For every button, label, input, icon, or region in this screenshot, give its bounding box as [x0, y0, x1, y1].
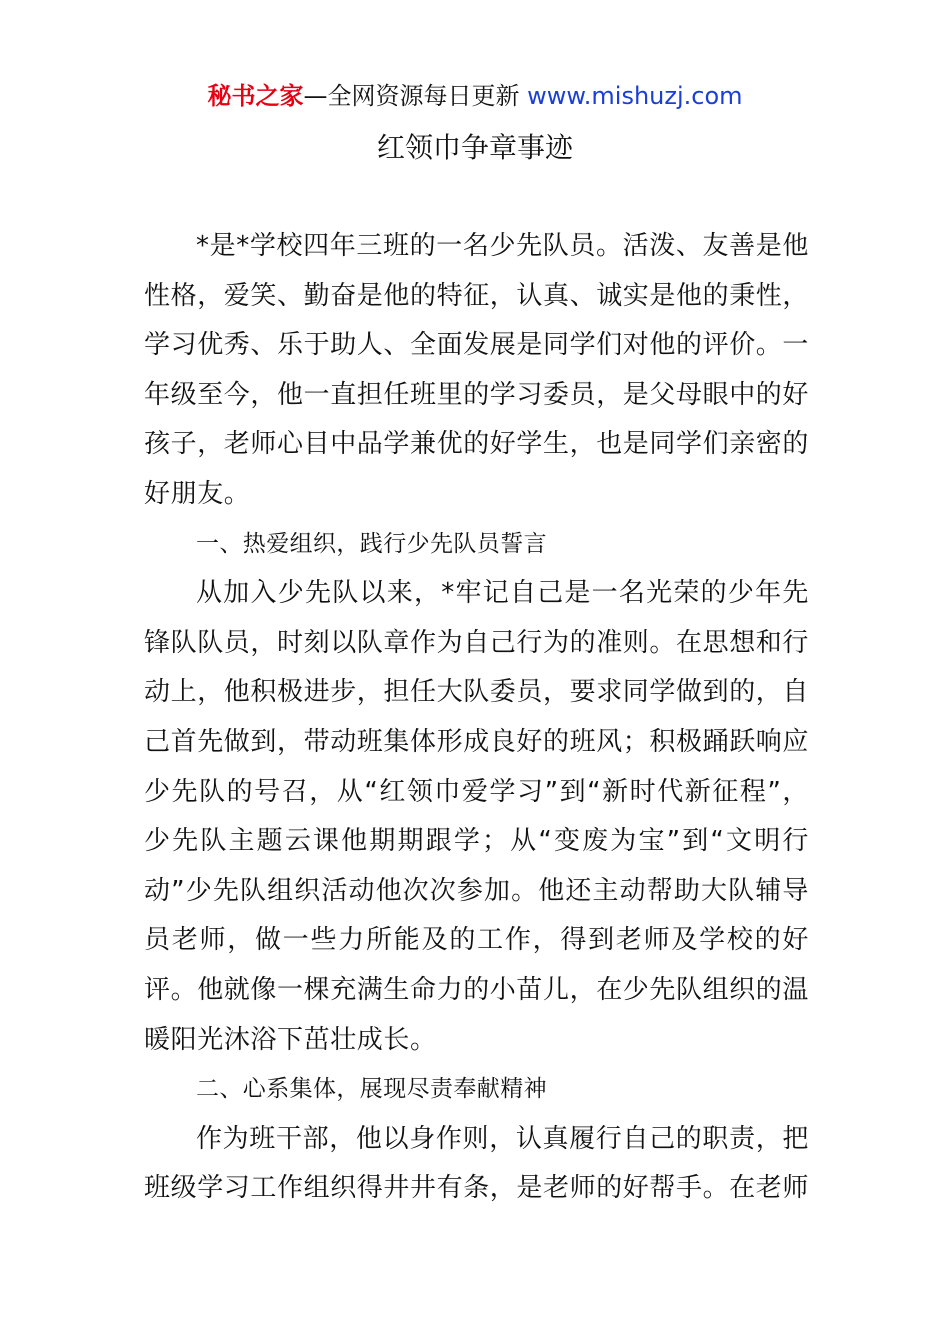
header-tagline: —全网资源每日更新	[303, 82, 520, 110]
intro-paragraph: *是*学校四年三班的一名少先队员。活泼、友善是他性格，爱笑、勤奋是他的特征，认真、诚实是他的秉性，学习优秀、乐于助人、全面发展是同学们对他的评价。一年级至今，他一直担任班里的学习委员，是父母眼中的好孩子，老师心目中品学兼优的好学生，也是同学们亲密的好朋友。	[144, 231, 810, 509]
document-body	[144, 222, 809, 1214]
site-header	[0, 80, 950, 112]
section-heading-1: 一、热爱组织，践行少先队员誓言	[196, 530, 547, 557]
document-title: 红领巾争章事迹	[376, 131, 573, 164]
brand-name: 秘书之家	[207, 82, 304, 110]
section-2-paragraph: 作为班干部，他以身作则，认真履行自己的职责，把班级学习工作组织得井井有条，是老师的好帮手。在老师	[144, 1123, 810, 1204]
site-url-link[interactable]: www.mishuzj.com	[527, 82, 743, 110]
section-heading-2: 二、心系集体，展现尽责奉献精神	[196, 1076, 547, 1103]
section-1-paragraph: 从加入少先队以来，*牢记自己是一名光荣的少年先锋队队员，时刻以队章作为自己行为的准则。在思想和行动上，他积极进步，担任大队委员，要求同学做到的，自己首先做到，带动班集体形成良好的班风；积极踊跃响应少先队的号召，从“红领巾爱学习”到“新时代新征程”，少先队主题云课他期期跟学；从“变废为宝”到“文明行动”少先队组织活动他次次参加。他还主动帮助大队辅导员老师，做一些力所能及的工作，得到老师及学校的好评。他就像一棵充满生命力的小苗儿，在少先队组织的温暖阳光沐浴下茁壮成长。	[144, 578, 810, 1055]
